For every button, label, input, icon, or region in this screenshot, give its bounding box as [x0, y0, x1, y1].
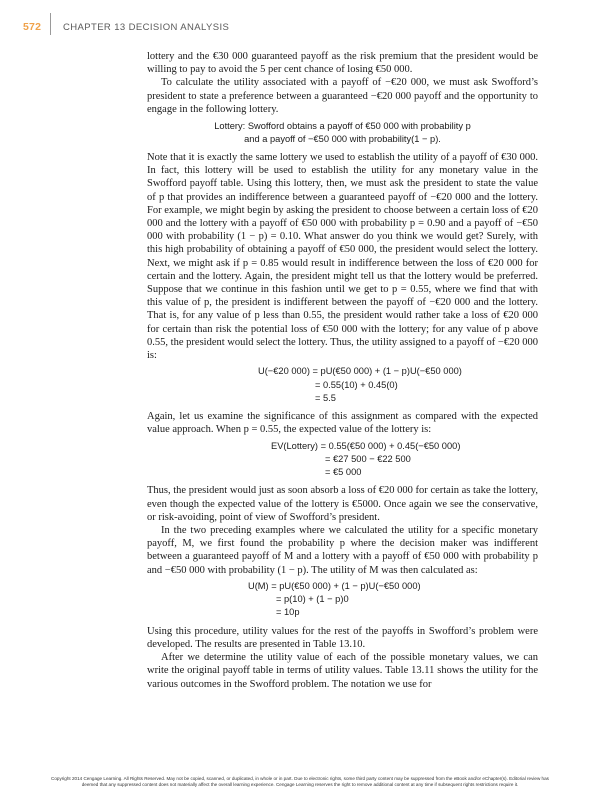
equation-line: = €5 000 [325, 467, 362, 478]
equation-line: = 5.5 [315, 392, 336, 403]
equation-line: = 10p [276, 607, 300, 618]
paragraph-2: To calculate the utility associated with a payoff of −€20 000, we must ask Swofford’s president to state a preference between a guaranteed −€20 000 payoff and the opportunity to engage in the following lottery. [147, 77, 538, 115]
paragraph-1: lottery and the €30 000 guaranteed payoff as the risk premium that the president would be willing to pay to avoid the 5 per cent chance of losing €50 000. [147, 51, 538, 76]
equation-utility-m [147, 580, 538, 620]
equation-line: U(−€20 000) = pU(€50 000) + (1 − p)U(−€50 000) [258, 366, 462, 377]
paragraph-4: Again, let us examine the significance of this assignment as compared with the expected value approach. When p = 0.55, the expected value of the lottery is: [147, 411, 538, 436]
page-header [0, 21, 600, 35]
chapter-title: CHAPTER 13 DECISION ANALYSIS [63, 22, 230, 33]
copyright-line-1: Copyright 2014 Cengage Learning. All Rights Reserved. May not be copied, scanned, or duplicated, in whole or in part. Due to electronic rights, some third party content may be suppressed from the eBook and/or eChapter(s). Editorial review has [51, 776, 549, 781]
copyright-line-2: deemed that any suppressed content does not materially affect the overall learning experience. Cengage Learning reserves the right to remove additional content at any time if subsequent rights restrictions require it. [81, 782, 519, 788]
equation-line: EV(Lottery) = 0.55(€50 000) + 0.45(−€50 000) [271, 440, 461, 451]
paragraph-5: Thus, the president would just as soon absorb a loss of €20 000 for certain as take the lottery, even though the expected value of the lottery is €5000. Once again we see the conservative, or risk-avoiding, point of view of Swofford’s president. [147, 485, 538, 523]
lottery-line-2: and a payoff of −€50 000 with probability(1 − p). [244, 134, 441, 145]
copyright-footer [10, 776, 590, 789]
equation-line: U(M) = pU(€50 000) + (1 − p)U(−€50 000) [248, 580, 421, 591]
equation-expected-value [147, 440, 538, 480]
paragraph-8: After we determine the utility value of each of the possible monetary values, we can write the original payoff table in terms of utility values. Table 13.11 shows the utility for the various outcomes in the Swofford problem. The notation we use for [147, 652, 538, 690]
paragraph-7: Using this procedure, utility values for the rest of the payoffs in Swofford’s problem were developed. The results are presented in Table 13.10. [147, 625, 538, 650]
equation-line: = €27 500 − €22 500 [325, 453, 411, 464]
lottery-statement [147, 120, 538, 146]
equation-line: = 0.55(10) + 0.45(0) [315, 379, 398, 390]
equation-utility-minus-20000 [147, 365, 538, 405]
equation-line: = p(10) + (1 − p)0 [276, 594, 349, 605]
paragraph-3: Note that it is exactly the same lottery we used to establish the utility of a payoff of €30 000. In fact, this lottery will be used to establish the utility for any monetary value in the Swofford payoff table. Using this lottery, then, we must ask the president to state the value of p that provides an indifference between a guaranteed payoff of −€20 000 and the lottery. For example, we might begin by asking the president to choose between a certain loss of €20 000 and the lottery with a payoff of €50 000 with probability p = 0.90 and a payoff of −€50 000 with probability (1 − p) = 0.10. What answer do you think we would get? Surely, with this high probability of obtaining a payoff of €50 000, the president would select the lottery. Next, we might ask if p = 0.85 would result in indifference between the loss of €20 000 for certain and the lottery. Again, the president might tell us that the lottery would be preferred. Suppose that we continue in this fashion until we get to p = 0.55, where we find that with this value of p, the president is indifferent between the payoff of −€20 000 and the lottery. That is, for any value of p less than 0.55, the president would rather take a loss of €20 000 for certain than risk the potential loss of €50 000 with the lottery; for any value of p above 0.55, the president would select the lottery. Thus, the utility assigned to a payoff of −€20 000 is: [147, 152, 538, 362]
lottery-line-1: Lottery: Swofford obtains a payoff of €50 000 with probability p [214, 121, 471, 132]
header-divider [50, 13, 51, 35]
paragraph-6: In the two preceding examples where we calculated the utility for a specific monetary payoff, M, we first found the probability p where the decision maker was indifferent between a guaranteed payoff of M and a lottery with a payoff of €50 000 with probability p and −€50 000 with probability (1 − p). The utility of M was then calculated as: [147, 525, 538, 576]
main-text [147, 50, 538, 691]
page-number: 572 [23, 21, 42, 33]
